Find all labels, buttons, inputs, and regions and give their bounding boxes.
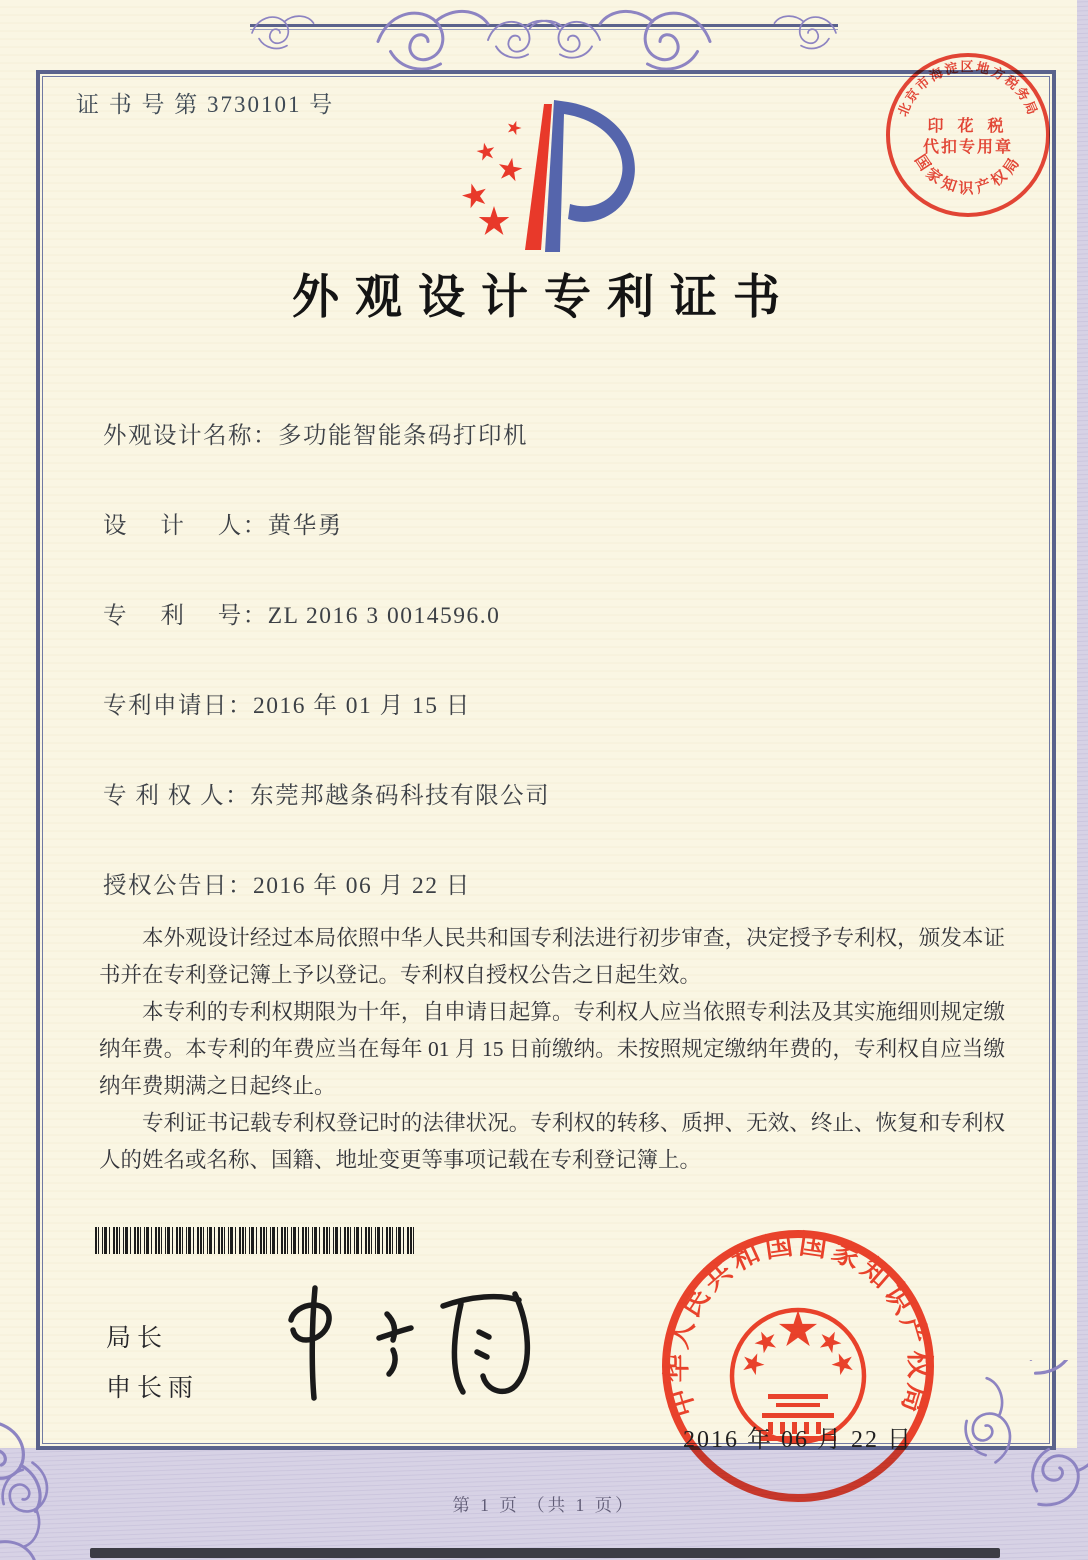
scan-edge-strip: [90, 1548, 1000, 1558]
body-paragraph-3: 专利证书记载专利权登记时的法律状况。专利权的转移、质押、无效、终止、恢复和专利权人的姓名或名称、国籍、地址变更等事项记载在专利登记簿上。: [99, 1111, 1005, 1172]
field-value: ZL 2016 3 0014596.0: [267, 603, 501, 629]
field-row-filing-date: [103, 686, 550, 723]
field-row-grant-date: [103, 866, 550, 903]
certificate-title: 外观设计专利证书: [292, 272, 796, 324]
body-paragraph-1: 本外观设计经过本局依照中华人民共和国专利法进行初步审查，决定授予专利权，颁发本证书并在专利登记簿上予以登记。专利权自授权公告之日起生效。: [99, 926, 1005, 987]
page-footer: 第 1 页 （共 1 页）: [452, 1495, 636, 1515]
logo-blue-p: [545, 100, 635, 252]
field-value: 2016 年 01 月 15 日: [253, 693, 471, 719]
officer-title: 局长: [106, 1325, 169, 1352]
top-ornament: [250, 0, 838, 72]
tax-stamp-arc-bottom-text: 国家知识产权局: [911, 152, 1025, 198]
field-list: [103, 416, 550, 956]
tax-stamp: [878, 45, 1058, 225]
field-row-design-name: [103, 416, 550, 453]
field-value: 2016 年 06 月 22 日: [253, 873, 471, 899]
field-row-designer: [103, 506, 550, 543]
national-seal-arc-text: 中华人民共和国国家知识产权局: [661, 1229, 935, 1421]
body-text: [99, 920, 1005, 1179]
logo-stars: [460, 119, 524, 235]
svg-text:北京市海淀区地方税务局: [895, 59, 1041, 118]
sipo-logo: [448, 100, 638, 258]
field-label: 外观设计名称：: [103, 423, 278, 449]
seal-date: 2016 年 06 月 22 日: [683, 1427, 913, 1453]
field-label: 设 计 人：: [103, 513, 268, 539]
svg-text:国家知识产权局: [911, 151, 1025, 197]
body-paragraph-2: 本专利的专利权期限为十年，自申请日起算。专利权人应当依照专利法及其实施细则规定缴纳年费。本专利的年费应当在每年 01 月 15 日前缴纳。未按照规定缴纳年费的，专利权自应当缴纳年费期满之日起终止。: [99, 1000, 1005, 1098]
field-label: 专 利 号：: [103, 603, 268, 629]
tax-stamp-arc-top-text: 北京市海淀区地方税务局: [894, 59, 1042, 119]
officer-name: 申长雨: [106, 1375, 200, 1402]
field-value: 黄华勇: [267, 513, 343, 539]
field-row-patentee: [103, 776, 550, 813]
field-label: 专 利 权 人：: [103, 783, 251, 809]
tax-stamp-center-line2: 代扣专用章: [922, 139, 1014, 156]
field-label: 授权公告日：: [103, 873, 253, 899]
certificate-number: 证 书 号 第 3730101 号: [76, 92, 335, 117]
national-seal: [658, 1226, 938, 1506]
barcode: [95, 1227, 417, 1254]
bottom-left-flourish: [0, 1390, 150, 1560]
field-label: 专利申请日：: [103, 693, 253, 719]
director-signature: [275, 1276, 575, 1411]
bottom-right-flourish: [948, 1360, 1088, 1560]
field-value: 东莞邦越条码科技有限公司: [250, 783, 551, 809]
tax-stamp-center-line1: 印 花 税: [927, 118, 1009, 135]
emblem-star-large: [779, 1310, 817, 1346]
field-value: 多功能智能条码打印机: [278, 423, 528, 449]
field-row-patent-number: [103, 596, 550, 633]
